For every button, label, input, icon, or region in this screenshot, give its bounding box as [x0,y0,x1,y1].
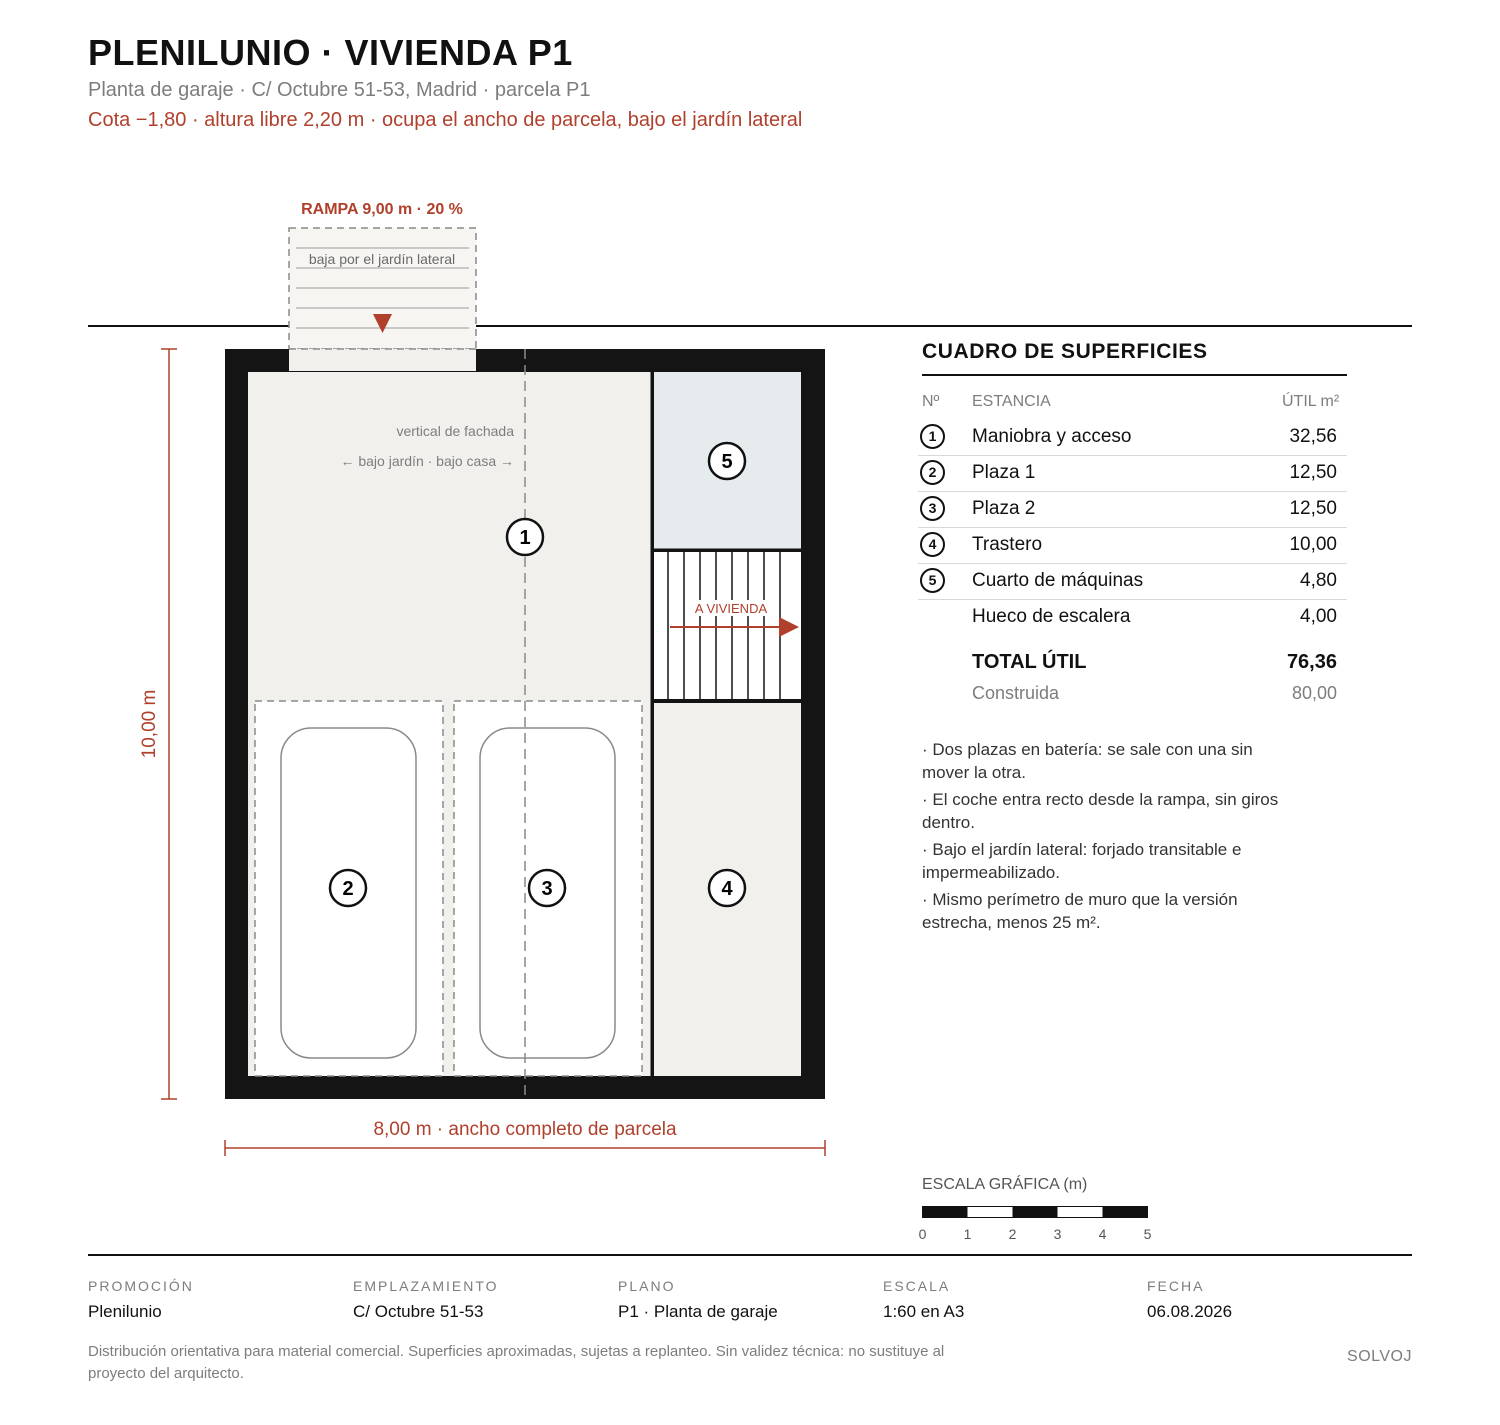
table-row [918,491,1347,528]
scale-tick-label: 3 [1053,1226,1062,1242]
scale-tick-label: 4 [1098,1226,1107,1242]
footer-value-plano: P1 · Planta de garaje [618,1302,778,1321]
col-header-room: ESTANCIA [972,393,1051,410]
room-name: Maniobra y acceso [972,426,1132,447]
facade-label: vertical de fachada [396,423,514,439]
level-note: Cota −1,80 · altura libre 2,20 m · ocupa el ancho de parcela, bajo el jardín lateral [88,109,803,131]
footer-value-emplazamiento: C/ Octubre 51-53 [353,1302,484,1321]
scale-bar [910,1200,1170,1246]
footer-label-promocion: PROMOCIÓN [88,1278,194,1294]
room-number-badge: 3 [920,496,945,521]
room-marker-1 [507,519,543,555]
ramp-opening [289,349,476,371]
room-area: 32,56 [1289,426,1337,447]
table-row [918,563,1347,600]
room-area: 10,00 [1289,534,1337,555]
room-marker-3 [529,870,565,906]
col-header-area: ÚTIL m² [1282,393,1340,410]
svg-text:5: 5 [721,451,733,473]
ramp-label: RAMPA 9,00 m · 20 % [301,201,463,218]
room-name: Plaza 2 [972,498,1036,519]
brand-name: SOLVOJ [1347,1348,1412,1365]
built-area: 80,00 [1291,683,1337,703]
total-row [918,644,1347,680]
height-dimension [161,349,177,1099]
stair-label: A VIVIENDA [694,601,768,616]
note-item: · Dos plazas en batería: se sale con una sin mover la otra. [922,740,1253,782]
room-number-badge: 4 [920,532,945,557]
built-row [918,676,1347,712]
note-item: · El coche entra recto desde la rampa, sin giros dentro. [922,790,1279,832]
room-area: 12,50 [1289,462,1337,483]
room-name: Trastero [972,534,1043,555]
footer-value-promocion: Plenilunio [88,1302,162,1321]
disclaimer: Distribución orientativa para material comercial. Superficies aproximadas, sujetas a replanteo. Sin validez técnica: no sustituye al proyecto del arquitecto. [88,1343,945,1382]
surfaces-title: CUADRO DE SUPERFICIES [922,340,1208,363]
room-number-badge: 2 [920,460,945,485]
scale-bar-title: ESCALA GRÁFICA (m) [922,1176,1088,1193]
surfaces-rule [922,374,1347,376]
col-header-num: Nº [922,393,940,410]
scale-tick-label: 0 [918,1226,927,1242]
room-name: Hueco de escalera [972,606,1131,627]
width-dimension-label: 8,00 m · ancho completo de parcela [373,1119,677,1140]
room-number-badge: 1 [920,424,945,449]
table-row [918,599,1347,635]
note-item: · Mismo perímetro de muro que la versión estrecha, menos 25 m². [922,890,1238,932]
footer-rule [88,1254,1412,1256]
total-label: TOTAL ÚTIL [972,651,1087,673]
scale-tick-label: 1 [963,1226,972,1242]
ramp [289,228,476,349]
note-item: · Bajo el jardín lateral: forjado transitable e impermeabilizado. [922,840,1242,882]
table-row [918,455,1347,492]
scale-tick-label: 2 [1008,1226,1017,1242]
room-area: 4,00 [1300,606,1337,627]
total-area: 76,36 [1286,651,1337,673]
page-subtitle: Planta de garaje · C/ Octubre 51-53, Madrid · parcela P1 [88,79,591,101]
footer-value-fecha: 06.08.2026 [1147,1302,1233,1321]
svg-text:4: 4 [721,878,733,900]
footer-label-emplazamiento: EMPLAZAMIENTO [353,1278,499,1294]
room-name: Plaza 1 [972,462,1036,483]
facade-arrows: ← bajo jardín · bajo casa → [340,453,514,469]
room-name: Cuarto de máquinas [972,570,1144,591]
svg-text:3: 3 [541,878,553,900]
room-marker-2 [330,870,366,906]
footer-label-plano: PLANO [618,1278,676,1294]
height-dimension-label: 10,00 m [139,689,160,759]
room-marker-4 [709,870,745,906]
width-dimension [225,1140,825,1156]
design-notes [922,738,1282,938]
table-row [918,419,1347,456]
table-row [918,527,1347,564]
page-title: PLENILUNIO · VIVIENDA P1 [88,32,573,73]
scale-tick-label: 5 [1143,1226,1152,1242]
room-number-badge: 5 [920,568,945,593]
footer-label-escala: ESCALA [883,1278,951,1294]
room-marker-5 [709,443,745,479]
room-area: 4,80 [1300,570,1337,591]
stair-well [654,552,801,699]
svg-text:2: 2 [342,878,354,900]
built-label: Construida [972,683,1060,703]
floor-plan [0,0,900,1160]
footer-value-escala: 1:60 en A3 [883,1302,965,1321]
svg-text:1: 1 [519,527,531,549]
room-area: 12,50 [1289,498,1337,519]
ramp-note: baja por el jardín lateral [308,251,456,267]
footer-label-fecha: FECHA [1147,1278,1205,1294]
